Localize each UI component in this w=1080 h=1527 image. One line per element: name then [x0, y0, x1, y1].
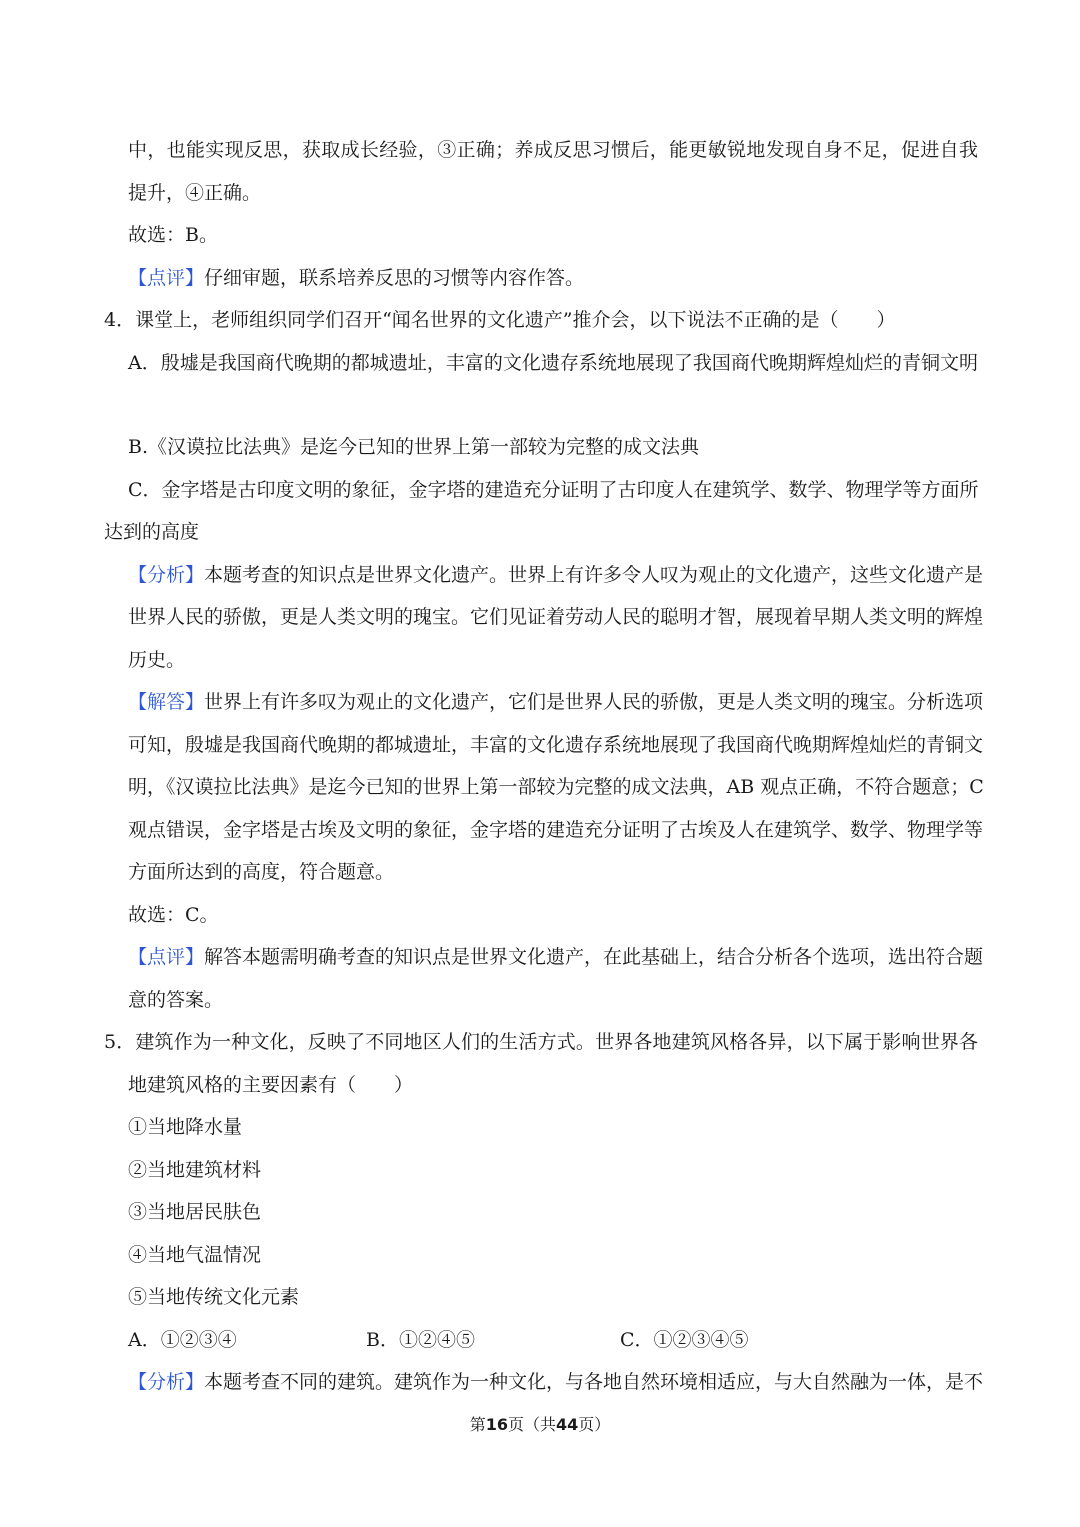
solution-tag: 【解答】: [128, 691, 205, 713]
q4-analysis-line-1: 【分析】本题考查的知识点是世界文化遗产。世界上有许多令人叹为观止的文化遗产，这些文化遗产是: [128, 564, 984, 586]
q4-option-c-line-2: 达到的高度: [104, 521, 200, 543]
q4-option-c-line-1: C．金字塔是古印度文明的象征，金字塔的建造充分证明了古印度人在建筑学、数学、物理学等方面所: [128, 479, 979, 501]
q5-analysis-line-1: 【分析】本题考查不同的建筑。建筑作为一种文化，与各地自然环境相适应，与大自然融为一体，是不: [128, 1371, 984, 1393]
q4-analysis-line-3: 历史。: [128, 649, 186, 671]
q4-choice: 故选：C。: [128, 904, 219, 926]
q4-solution-line-1: 【解答】世界上有许多叹为观止的文化遗产，它们是世界人民的骄傲，更是人类文明的瑰宝。分析选项: [128, 691, 984, 713]
q5-item-1: ①当地降水量: [128, 1116, 243, 1138]
q5-option-a: A．①②③④: [128, 1329, 237, 1351]
q4-solution-line-2: 可知，殷墟是我国商代晚期的都城遗址，丰富的文化遗存系统地展现了我国商代晚期辉煌灿烂的青铜文: [128, 734, 984, 756]
q4-option-a: A．殷墟是我国商代晚期的都城遗址，丰富的文化遗存系统地展现了我国商代晚期辉煌灿烂的青铜文明: [128, 352, 978, 374]
prev-answer-choice: 故选：B。: [128, 224, 218, 246]
q4-option-b: B.《汉谟拉比法典》是迄今已知的世界上第一部较为完整的成文法典: [128, 436, 700, 458]
analysis-tag: 【分析】: [128, 1371, 205, 1393]
q5-option-c: C．①②③④⑤: [620, 1329, 749, 1351]
q4-solution-line-3: 明，《汉谟拉比法典》是迄今已知的世界上第一部较为完整的成文法典，AB 观点正确，不符合题意；C: [128, 776, 984, 798]
q5-item-3: ③当地居民肤色: [128, 1201, 262, 1223]
q5-stem-line-1: 5．建筑作为一种文化，反映了不同地区人们的生活方式。世界各地建筑风格各异，以下属于影响世界各: [104, 1031, 978, 1053]
q5-item-4: ④当地气温情况: [128, 1244, 262, 1266]
prev-review: [128, 265, 978, 291]
q4-stem: 4．课堂上，老师组织同学们召开“闻名世界的文化遗产”推介会，以下说法不正确的是（ ）: [104, 309, 896, 331]
review-tag: 【点评】: [128, 267, 205, 289]
q4-solution-line-4: 观点错误，金字塔是古埃及文明的象征，金字塔的建造充分证明了古埃及人在建筑学、数学、物理学等: [128, 819, 984, 841]
page-footer: 第16页（共44页）: [469, 1415, 611, 1434]
page-total: 44: [556, 1415, 579, 1434]
analysis-tag: 【分析】: [128, 564, 205, 586]
q5-item-5: ⑤当地传统文化元素: [128, 1286, 300, 1308]
q4-solution-line-5: 方面所达到的高度，符合题意。: [128, 861, 395, 883]
prev-answer-line-2: 提升，④正确。: [128, 182, 262, 204]
prev-answer-line-1: 中，也能实现反思，获取成长经验，③正确；养成反思习惯后，能更敏锐地发现自身不足，促进自我: [128, 139, 978, 161]
q5-option-b: B．①②④⑤: [366, 1329, 475, 1351]
q5-stem-line-2: 地建筑风格的主要因素有（ ）: [128, 1074, 414, 1096]
q4-review-line-1: 【点评】解答本题需明确考查的知识点是世界文化遗产，在此基础上，结合分析各个选项，选出符合题: [128, 946, 984, 968]
q5-item-2: ②当地建筑材料: [128, 1159, 262, 1181]
q4-review-line-2: 意的答案。: [128, 989, 224, 1011]
q4-analysis-line-2: 世界人民的骄傲，更是人类文明的瑰宝。它们见证着劳动人民的聪明才智，展现着早期人类文明的辉煌: [128, 606, 984, 628]
review-tag: 【点评】: [128, 946, 205, 968]
review-text: 仔细审题，联系培养反思的习惯等内容作答。: [204, 267, 585, 289]
page-number: 16: [485, 1415, 508, 1434]
